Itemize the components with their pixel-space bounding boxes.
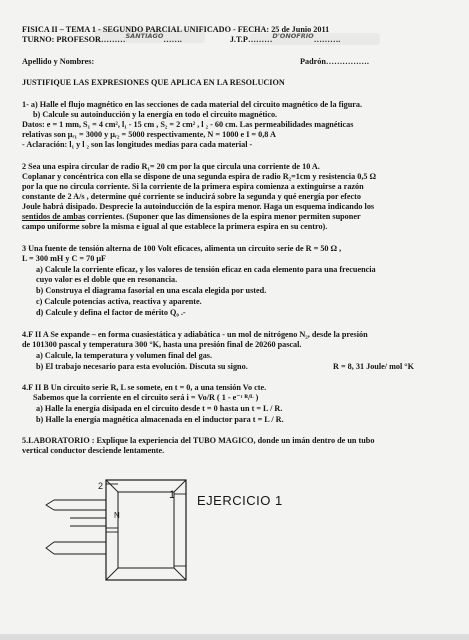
- q3-line-1: 3 Una fuente de tensión alterna de 100 Volt eficaces, alimenta un circuito serie de R = 50 Ω ,: [22, 244, 342, 253]
- q5-line-1: 5.LABORATORIO : Explique la experiencia del TUBO MAGICO, donde un imán dentro de un tubo: [22, 436, 375, 445]
- scan-bottom-edge: [0, 634, 469, 640]
- core-corner-line: [106, 480, 118, 492]
- q2-underlined-text: sentidos de ambas: [22, 212, 86, 221]
- jtp-dots: ……….: [313, 35, 341, 44]
- q1-line-3: Datos: e = 1 mm, S₁ = 4 cm², l₁ - 15 cm , S₂ = 2 cm² , l ₂ - 60 cm. Las permeabilidades magnéticas: [22, 120, 354, 129]
- jtp-handwritten: D'ONOFRIO: [272, 32, 314, 40]
- magnetic-circuit-figure: [0, 458, 469, 608]
- q1-line-1: 1- a) Halle el flujo magnético en las secciones de cada material del circuito magnético de la figura.: [22, 100, 363, 109]
- turno-line: [22, 32, 341, 46]
- q4b-item-a: a) Halle la energía disipada en el circuito desde t = 0 hasta un t = L / R.: [36, 404, 283, 413]
- turno-dots: …….: [163, 35, 182, 44]
- q3-item-a: a) Calcule la corriente eficaz, y los valores de tensión eficaz en cada elemento para una frecuencia: [36, 265, 376, 274]
- q4a-line-2: de 101300 pascal y temperatura 300 °K, hasta una presión final de 20260 pascal.: [22, 340, 302, 349]
- q4b-line-1: 4.F II B Un circuito serie R, L se somete, en t = 0, a una tensión Vo cte.: [22, 383, 267, 392]
- padron-label: Padrón…………….: [300, 57, 369, 66]
- q4a-line-1: 4.F II A Se expande – en forma cuasiestática y adiabática - un mol de nitrógeno N₂, desde la presión: [22, 330, 368, 339]
- q1-line-5: - Aclaración: l₁ y l ₂ son las longitudes medias para cada material -: [22, 140, 253, 149]
- q2-line-1: 2 Sea una espira circular de radio R₁= 20 cm por la que circula una corriente de 10 A.: [22, 162, 320, 171]
- coil-top-wire: [46, 500, 106, 510]
- q2-line-5: Joule habrá disipado. Desprecie la autoinducción de la espira menor. Haga un esquema indicando los: [22, 202, 375, 211]
- q2-line-7: campo uniforme sobre la misma e igual al que establece la primera espira en su centro).: [22, 222, 328, 231]
- jtp-label: J.T.P………: [229, 35, 273, 44]
- core-corner-line: [174, 568, 186, 580]
- core-corner-line: [106, 568, 118, 580]
- q1-line-4: relativas son μᵣ₁ = 3000 y μᵣ₂ = 5000 respectivamente, N = 1000 e I = 0,8 A: [22, 130, 276, 139]
- q2-line-3: por la que no circula corriente. Si la corriente de la primera espira comienza a extinguirse a razón: [22, 182, 364, 191]
- q2-line-2: Coplanar y concéntrica con ella se dispone de una segunda espira de radio R₂=1cm y resistencia 0,5 Ω: [22, 172, 377, 181]
- figure-label-2: 2: [98, 481, 104, 491]
- q2-line-6: [22, 212, 361, 222]
- q4b-line-2: Sabemos que la corriente en el circuito será i = Vo/R ( 1 - e⁻ᵗ ᴿ/ᴸ ): [33, 393, 259, 402]
- apellido-label: Apellido y Nombres:: [22, 57, 95, 66]
- figure-label-1: 1: [169, 489, 176, 501]
- profesor-handwritten: SANTIAGO: [125, 32, 164, 40]
- q3-item-b: b) Construya el diagrama fasorial en una escala elegida por usted.: [36, 286, 267, 295]
- core-inner-outline: [118, 492, 174, 568]
- q3-line-2: L = 300 mH y C = 70 μF: [22, 254, 107, 263]
- gas-constant: R = 8, 31 Joule/ mol °K: [333, 362, 414, 371]
- q2-line-6-rest: corrientes. (Suponer que las dimensiones de la espira menor permiten suponer: [85, 212, 361, 221]
- coil-bottom-wire: [46, 542, 106, 554]
- q1-line-2: b) Calcule su autoinducción y la energía en todo el circuito magnético.: [33, 110, 278, 119]
- q5-line-2: vertical conductor desciende lentamente.: [22, 446, 165, 455]
- q3-item-a-cont: cuyo valor es el doble que en resonancia.: [36, 275, 178, 284]
- instructions: JUSTIFIQUE LAS EXPRESIONES QUE APLICA EN LA RESOLUCION: [22, 78, 285, 87]
- q4b-item-b: b) Halle la energía magnética almacenada en el inductor para t = L / R.: [36, 415, 284, 424]
- figure-label-n: N: [114, 511, 120, 520]
- q4a-item-a: a) Calcule, la temperatura y volumen final del gas.: [36, 351, 213, 360]
- turno-profesor-label: TURNO: PROFESOR………: [22, 35, 126, 44]
- exam-title: FISICA II – TEMA 1 - SEGUNDO PARCIAL UNIFICADO - FECHA: 25 de Junio 2011: [22, 25, 330, 34]
- q2-line-4: constante de 2 A/s , determine qué corriente se inducirá sobre la segunda y qué energía por efecto: [22, 192, 361, 201]
- figure-title: EJERCICIO 1: [197, 493, 283, 508]
- q3-item-d: d) Calcule y defina el factor de mérito Q₀ .-: [36, 308, 186, 317]
- q4a-item-b: b) El trabajo necesario para esta evolución. Discuta su signo.: [36, 362, 248, 371]
- q3-item-c: c) Calcule potencias activa, reactiva y aparente.: [36, 297, 202, 306]
- core-corner-line: [174, 480, 186, 492]
- coil-winding: [70, 518, 106, 526]
